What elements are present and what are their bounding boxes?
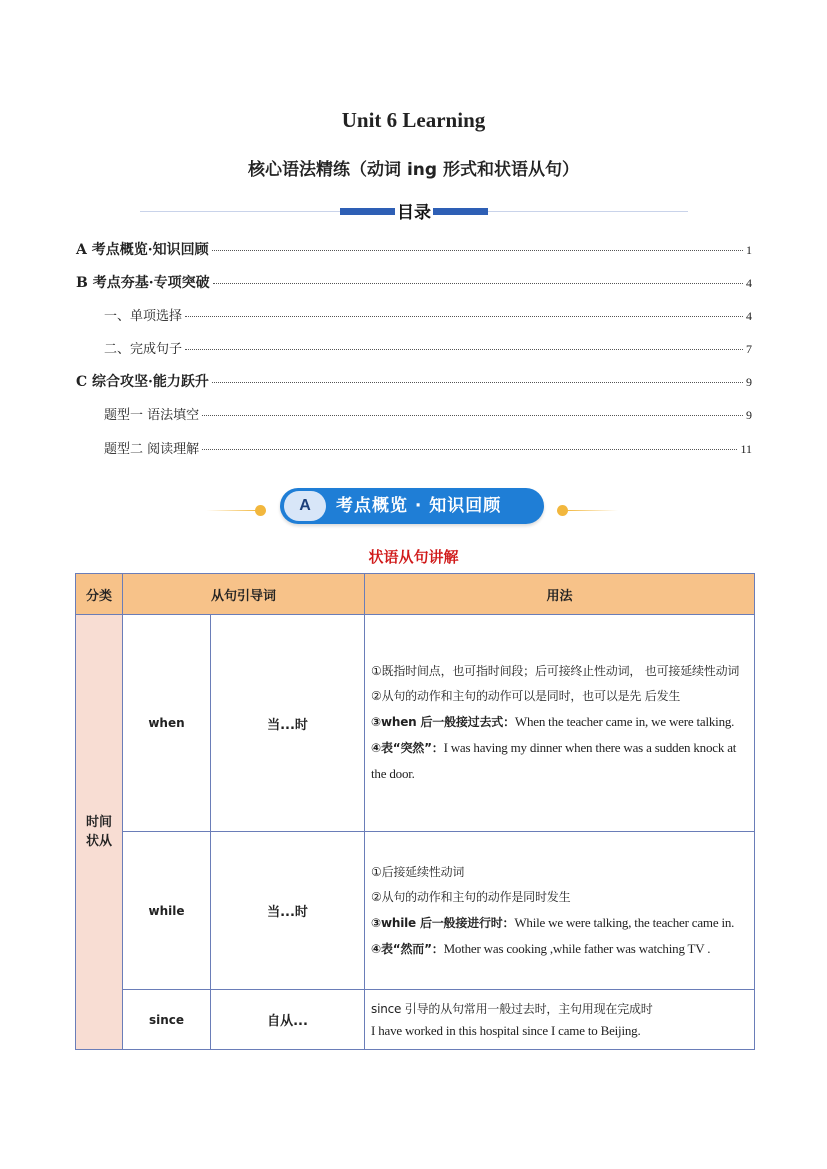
usage-bold: ③when 后一般接过去式： <box>371 715 515 729</box>
conjunction-cell: when <box>123 615 211 832</box>
document-subtitle: 核心语法精练（动词 ing 形式和状语从句） <box>248 160 579 180</box>
meaning-cell: 当...时 <box>211 615 365 832</box>
usage-line: ①后接延续性动词 <box>371 864 465 879</box>
toc-entry-label: B 考点夯基·专项突破 <box>76 275 210 291</box>
usage-line: ②从句的动作和主句的动作是同时发生 <box>371 889 571 904</box>
category-cell <box>76 615 123 1050</box>
toc-entry-page: 9 <box>746 375 752 389</box>
usage-line <box>371 709 752 735</box>
banner-line-left <box>206 510 258 511</box>
header-usage: 用法 <box>365 574 755 615</box>
banner-letter-badge: A <box>284 491 326 521</box>
table-header-row <box>76 574 755 615</box>
toc-entry-label: 题型二 阅读理解 <box>104 442 200 457</box>
banner-pill <box>280 488 544 524</box>
adverbial-clause-table <box>75 573 755 1050</box>
toc-entry-label: C 综合攻坚·能力跃升 <box>76 374 209 390</box>
banner-line-right <box>566 510 618 511</box>
usage-line: ②从句的动作和主句的动作可以是同时，也可以是先 后发生 <box>371 689 681 703</box>
meaning-cell: 当...时 <box>211 832 365 990</box>
table-row <box>76 832 755 990</box>
toc-entry-page: 9 <box>746 408 752 422</box>
usage-line <box>371 1020 752 1042</box>
toc-entry[interactable] <box>76 371 752 391</box>
toc-entry-page: 7 <box>746 342 752 356</box>
usage-line <box>371 735 752 787</box>
banner-dot-left <box>255 505 266 516</box>
toc-leader-dots <box>202 449 737 450</box>
section-title: 状语从句讲解 <box>368 548 459 566</box>
toc-entry[interactable] <box>104 438 752 458</box>
usage-bold: ④表“突然”： <box>371 741 444 755</box>
usage-example: While we were talking, the teacher came in. <box>514 914 735 930</box>
section-banner <box>200 486 620 526</box>
conjunction-cell: while <box>123 832 211 990</box>
toc-entry[interactable] <box>104 404 752 424</box>
usage-cell <box>365 832 755 990</box>
usage-line <box>371 910 752 936</box>
toc-leader-dots <box>202 415 743 416</box>
usage-bold: ③while 后一般接进行时： <box>371 915 515 930</box>
toc-leader-dots <box>185 316 743 317</box>
usage-bold: ④表“然而”： <box>371 941 444 956</box>
toc-leader-dots <box>185 349 743 350</box>
toc-entry-label: 一、单项选择 <box>104 309 183 324</box>
toc-entry[interactable] <box>104 305 752 325</box>
usage-example: When the teacher came in, we were talking. <box>514 714 735 729</box>
toc-heading <box>140 198 688 224</box>
banner-text: 考点概览 · 知识回顾 <box>336 496 502 516</box>
usage-cell <box>365 615 755 832</box>
table-row <box>76 615 755 832</box>
usage-example: I have worked in this hospital since I came to Beijing. <box>371 1022 641 1038</box>
toc-leader-dots <box>212 250 743 251</box>
table-row <box>76 990 755 1050</box>
usage-example: Mother was cooking ,while father was watching TV . <box>443 940 711 956</box>
usage-line <box>371 936 752 962</box>
toc-entry-page: 4 <box>746 309 752 323</box>
toc-entry[interactable] <box>76 239 752 259</box>
document-title: Unit 6 Learning <box>341 108 486 132</box>
conjunction-cell: since <box>123 990 211 1050</box>
usage-cell <box>365 990 755 1050</box>
meaning-cell: 自从... <box>211 990 365 1050</box>
usage-example: I was having my dinner when there was a sudden knock at the door. <box>371 740 737 781</box>
toc-entry[interactable] <box>104 338 752 358</box>
toc-entry-page: 1 <box>746 243 752 257</box>
toc-entry-label: 题型一 语法填空 <box>104 408 200 423</box>
toc-heading-text: 目录 <box>397 203 431 223</box>
header-category: 分类 <box>76 574 123 615</box>
toc-leader-dots <box>212 382 743 383</box>
toc-entry-label: A 考点概览·知识回顾 <box>76 242 209 258</box>
toc-leader-dots <box>213 283 743 284</box>
toc-entry-page: 4 <box>746 276 752 290</box>
toc-entry[interactable] <box>76 272 752 292</box>
usage-line: since 引导的从句常用一般过去时，主句用现在完成时 <box>371 1001 653 1016</box>
toc-entry-page: 11 <box>740 442 752 456</box>
header-conjunction: 从句引导词 <box>123 574 365 615</box>
category-text: 时间 状从 <box>85 815 112 849</box>
toc-entry-label: 二、完成句子 <box>104 342 183 357</box>
usage-line: ①既指时间点，也可指时间段；后可接终止性动词， 也可接延续性动词 <box>371 664 740 678</box>
